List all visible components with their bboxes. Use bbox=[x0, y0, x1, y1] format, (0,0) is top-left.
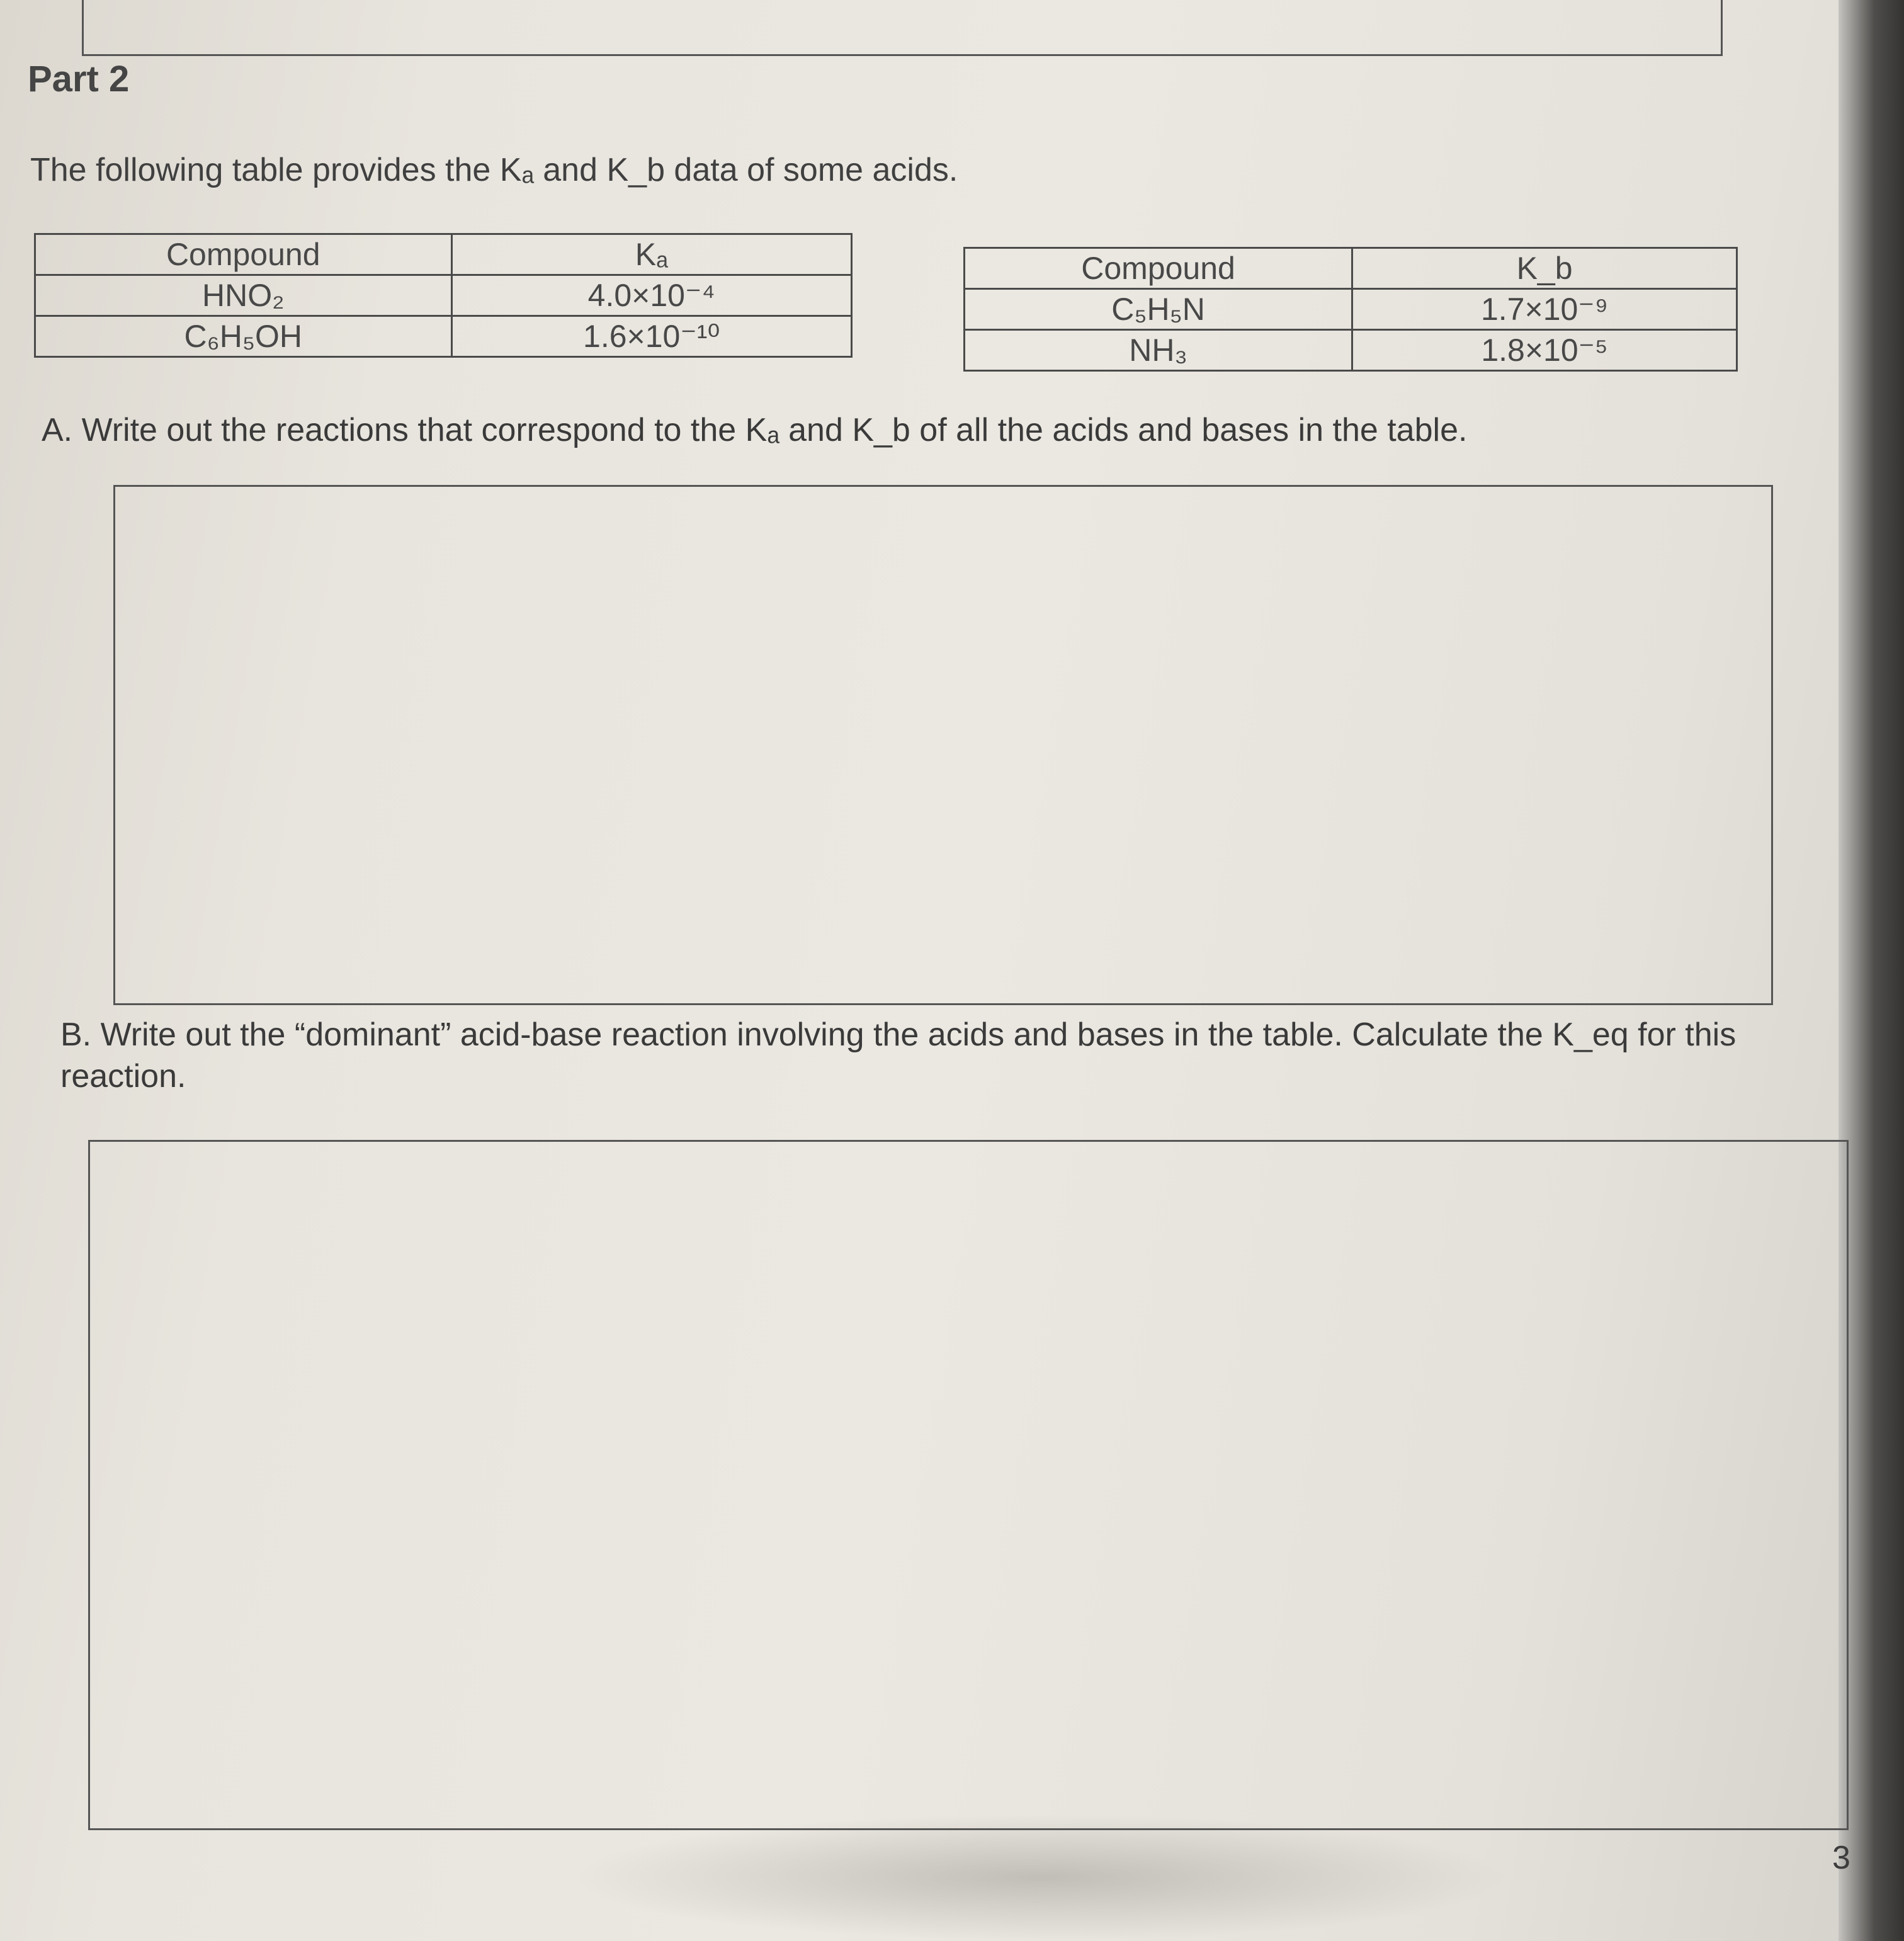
previous-answer-box bbox=[82, 0, 1723, 56]
question-a: A. Write out the reactions that correspond to the Kₐ and K_b of all the acids and bases in the table. bbox=[42, 412, 1468, 448]
kb-cell: 1.7×10⁻⁹ bbox=[1352, 289, 1737, 330]
acid-table bbox=[34, 233, 853, 358]
page-number: 3 bbox=[1832, 1840, 1850, 1876]
answer-box-b[interactable] bbox=[88, 1140, 1849, 1830]
intro-text: The following table provides the Kₐ and K_b data of some acids. bbox=[30, 152, 958, 188]
table-header-row bbox=[35, 234, 852, 275]
table-header-row bbox=[965, 248, 1737, 289]
header-compound: Compound bbox=[965, 248, 1352, 289]
table-row bbox=[965, 330, 1737, 371]
table-row bbox=[965, 289, 1737, 330]
ka-cell: 4.0×10⁻⁴ bbox=[451, 275, 852, 316]
compound-cell: NH₃ bbox=[965, 330, 1352, 371]
kb-cell: 1.8×10⁻⁵ bbox=[1352, 330, 1737, 371]
header-compound: Compound bbox=[35, 234, 452, 275]
header-ka: Kₐ bbox=[451, 234, 852, 275]
question-b: B. Write out the “dominant” acid-base reaction involving the acids and bases in the table. Calculate the K_eq for this reaction. bbox=[60, 1016, 1737, 1095]
part-title: Part 2 bbox=[28, 59, 130, 100]
base-table bbox=[963, 247, 1738, 372]
compound-cell: HNO₂ bbox=[35, 275, 452, 316]
compound-cell: C₆H₅OH bbox=[35, 316, 452, 357]
compound-cell: C₅H₅N bbox=[965, 289, 1352, 330]
header-kb: K_b bbox=[1352, 248, 1737, 289]
ka-cell: 1.6×10⁻¹⁰ bbox=[451, 316, 852, 357]
table-row bbox=[35, 316, 852, 357]
table-row bbox=[35, 275, 852, 316]
photo-shadow bbox=[567, 1814, 1511, 1941]
answer-box-a[interactable] bbox=[113, 485, 1773, 1005]
